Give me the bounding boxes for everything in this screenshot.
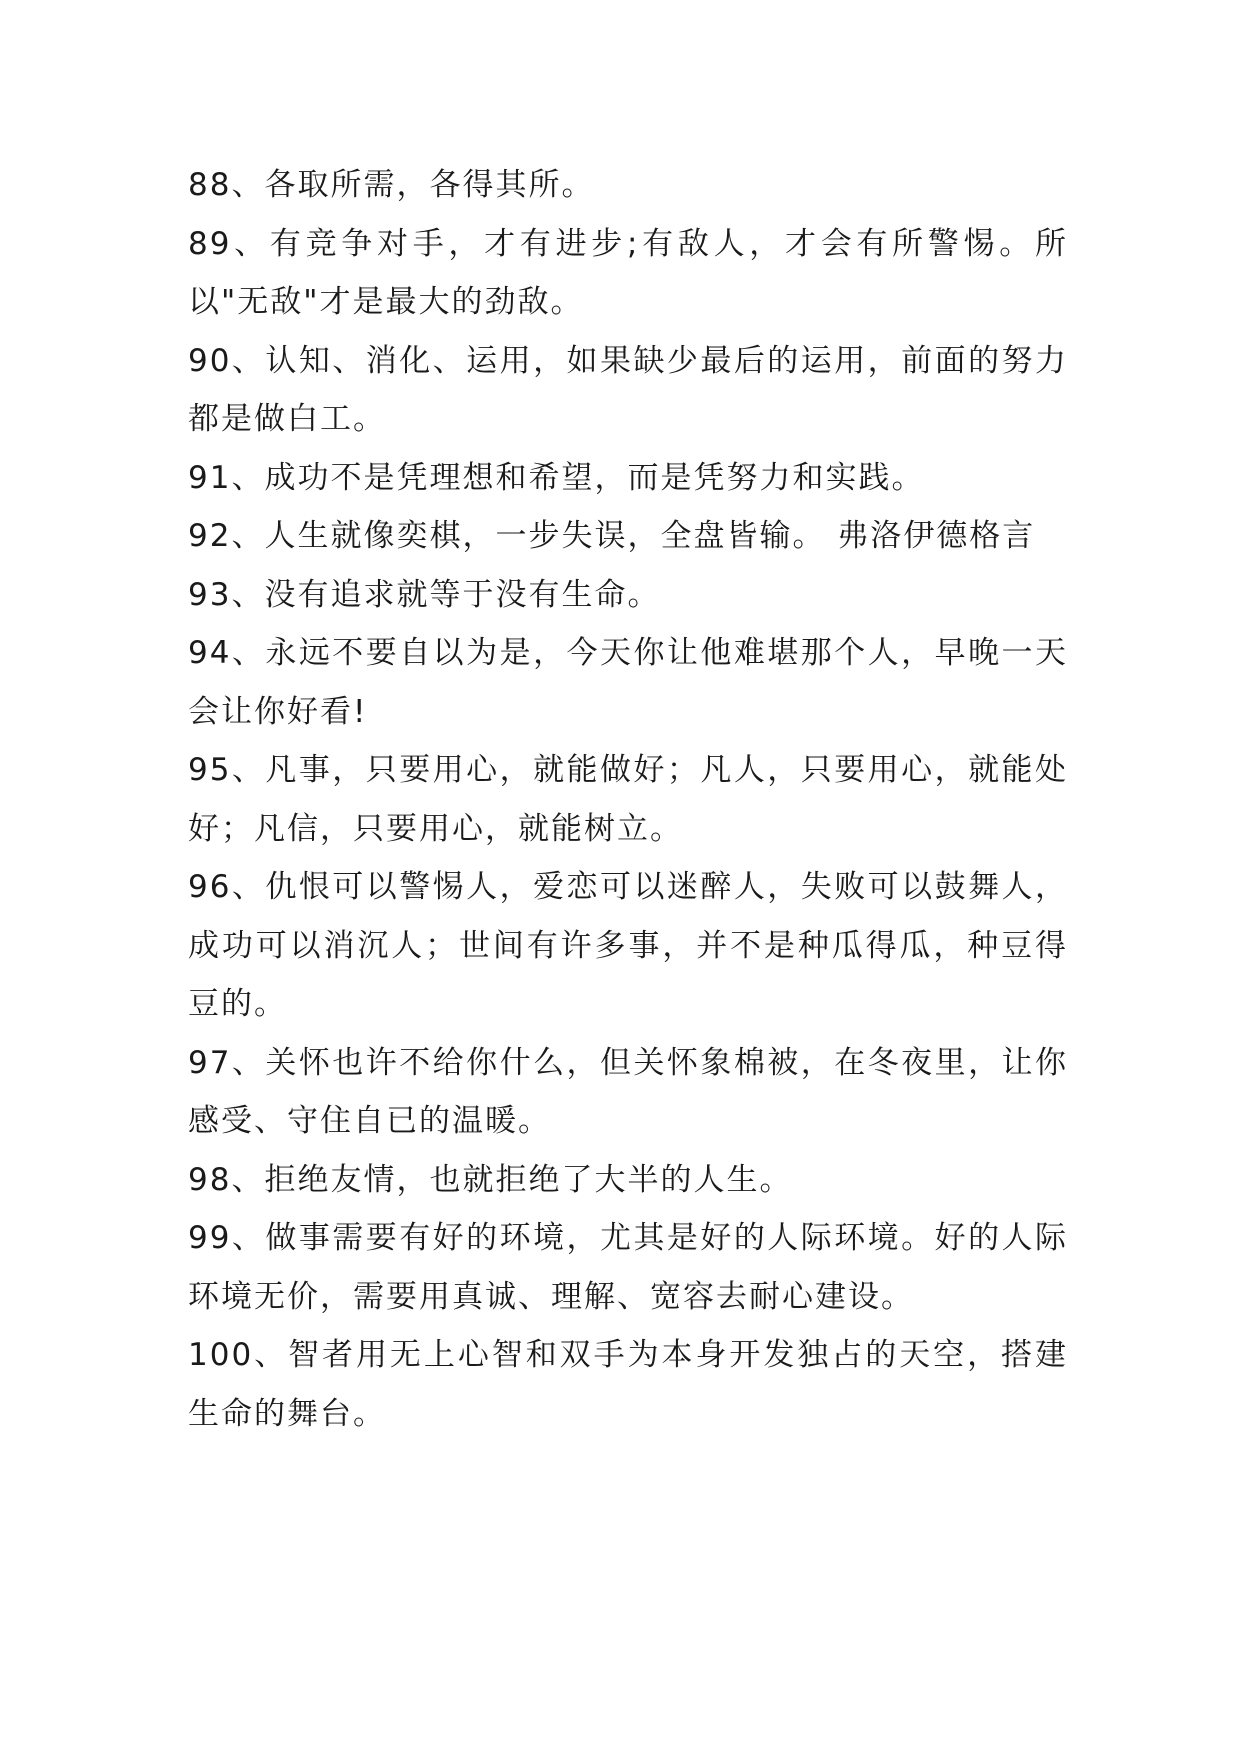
quote-97: 97、关怀也许不给你什么，但关怀象棉被，在冬夜里，让你感受、守住自已的温暖。 bbox=[188, 1044, 1068, 1139]
quote-92: 92、人生就像奕棋，一步失误，全盘皆输。 弗洛伊德格言 bbox=[188, 518, 1036, 554]
quote-98: 98、拒绝友情，也就拒绝了大半的人生。 bbox=[188, 1161, 793, 1198]
quote-95: 95、凡事，只要用心，就能做好；凡人，只要用心，就能处好；凡信，只要用心，就能树立。 bbox=[188, 752, 1068, 847]
quote-93: 93、没有追求就等于没有生命。 bbox=[188, 576, 661, 613]
quote-90: 90、认知、消化、运用，如果缺少最后的运用，前面的努力都是做白工。 bbox=[188, 342, 1068, 437]
document-body bbox=[188, 156, 1068, 1443]
quote-89: 89、有竞争对手，才有进步;有敌人，才会有所警惕。所以"无敌"才是最大的劲敌。 bbox=[188, 225, 1068, 320]
quote-96: 96、仇恨可以警惕人，爱恋可以迷醉人，失败可以鼓舞人，成功可以消沉人；世间有许多事，并不是种瓜得瓜，种豆得豆的。 bbox=[188, 869, 1068, 1022]
quote-99: 99、做事需要有好的环境，尤其是好的人际环境。好的人际环境无价，需要用真诚、理解、宽容去耐心建设。 bbox=[188, 1220, 1068, 1315]
quote-100: 100、智者用无上心智和双手为本身开发独占的天空，搭建生命的舞台。 bbox=[188, 1337, 1068, 1432]
quote-88: 88、各取所需，各得其所。 bbox=[188, 167, 595, 203]
quote-91: 91、成功不是凭理想和希望，而是凭努力和实践。 bbox=[188, 459, 925, 496]
quote-94: 94、永远不要自以为是，今天你让他难堪那个人，早晚一天会让你好看! bbox=[188, 635, 1068, 730]
